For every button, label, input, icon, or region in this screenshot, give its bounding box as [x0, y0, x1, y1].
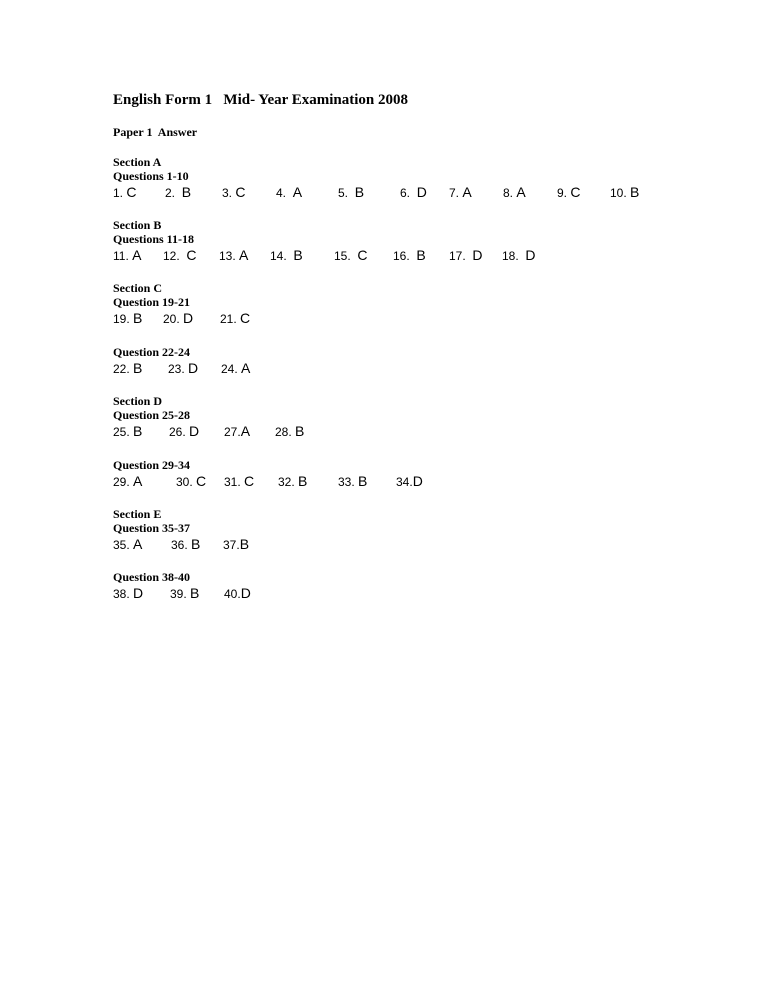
answer-letter: B: [133, 310, 143, 326]
answer-group: [113, 218, 733, 265]
answer-letter: D: [183, 310, 194, 326]
answer-group: [113, 345, 733, 378]
answer-item: [163, 247, 196, 265]
answer-letter: C: [196, 473, 207, 489]
answer-item: [113, 360, 142, 378]
answer-item: [502, 247, 535, 265]
section-heading: Questions 11-18: [113, 232, 195, 246]
answer-letter: C: [240, 310, 251, 326]
answer-item: [557, 184, 580, 202]
answer-group: [113, 281, 733, 328]
section-heading: Question 25-28: [113, 408, 191, 422]
question-number: 36.: [171, 538, 192, 552]
answer-group: [113, 394, 733, 441]
answer-letter: D: [525, 247, 536, 263]
answer-row: [113, 360, 733, 378]
question-number: 3.: [222, 186, 236, 200]
question-number: 26.: [169, 425, 190, 439]
answer-group: [113, 155, 733, 202]
question-number: 18.: [502, 249, 526, 263]
answer-letter: B: [630, 184, 640, 200]
answer-letter: A: [292, 184, 303, 200]
section-heading: Question 19-21: [113, 295, 191, 309]
question-number: 24.: [221, 362, 242, 376]
section-heading: Section A: [113, 155, 162, 169]
answer-letter: D: [472, 247, 483, 263]
answer-row: [113, 310, 733, 328]
question-number: 33.: [338, 475, 359, 489]
answer-item: [223, 536, 249, 554]
answer-item: [220, 310, 250, 328]
answer-letter: A: [516, 184, 526, 200]
answer-item: [113, 585, 143, 603]
question-number: 4.: [276, 186, 293, 200]
question-number: 2.: [165, 186, 182, 200]
answer-item: [400, 184, 427, 202]
question-number: 30.: [176, 475, 197, 489]
answer-letter: C: [570, 184, 581, 200]
answer-item: [165, 184, 191, 202]
section-heading: Question 22-24: [113, 345, 191, 359]
answer-letter: A: [133, 473, 143, 489]
answer-letter: A: [239, 247, 249, 263]
answer-item: [168, 360, 198, 378]
answer-item: [449, 184, 472, 202]
answer-item: [170, 585, 199, 603]
answer-item: [113, 473, 142, 491]
answer-letter: C: [126, 184, 137, 200]
answer-letter: D: [412, 473, 423, 489]
answer-letter: B: [133, 423, 143, 439]
question-number: 25.: [113, 425, 134, 439]
answer-item: [334, 247, 367, 265]
answer-item: [338, 184, 364, 202]
answer-item: [610, 184, 639, 202]
section-heading: Section D: [113, 394, 162, 408]
question-number: 10.: [610, 186, 631, 200]
question-number: 29.: [113, 475, 134, 489]
answer-letter: D: [240, 585, 251, 601]
answer-item: [224, 585, 251, 603]
answer-item: [169, 423, 199, 441]
question-number: 12.: [163, 249, 187, 263]
question-number: 28.: [275, 425, 296, 439]
answer-row: [113, 423, 733, 441]
answer-item: [278, 473, 307, 491]
answer-letter: A: [241, 360, 251, 376]
answer-item: [113, 247, 141, 265]
answer-letter: B: [239, 536, 250, 552]
section-heading: Question 29-34: [113, 458, 191, 472]
question-number: 35.: [113, 538, 134, 552]
question-number: 14.: [270, 249, 294, 263]
question-number: 34.: [396, 475, 413, 489]
answer-letter: B: [133, 360, 143, 376]
question-number: 20.: [163, 312, 184, 326]
answer-row: [113, 184, 733, 202]
answer-letter: D: [133, 585, 144, 601]
answer-item: [221, 360, 250, 378]
question-number: 5.: [338, 186, 355, 200]
question-number: 13.: [219, 249, 240, 263]
answer-letter: B: [190, 585, 200, 601]
answer-item: [222, 184, 245, 202]
answer-letter: B: [295, 423, 305, 439]
section-heading: Question 38-40: [113, 570, 191, 584]
answer-sheet: [113, 90, 733, 601]
answer-letter: C: [235, 184, 246, 200]
answer-item: [163, 310, 193, 328]
answer-letter: C: [357, 247, 368, 263]
answer-item: [275, 423, 304, 441]
question-number: 15.: [334, 249, 358, 263]
answer-letter: B: [298, 473, 308, 489]
question-number: 37.: [223, 538, 240, 552]
answer-item: [338, 473, 367, 491]
question-number: 7.: [449, 186, 463, 200]
question-number: 32.: [278, 475, 299, 489]
answer-letter: B: [354, 184, 365, 200]
answer-item: [171, 536, 200, 554]
question-number: 11.: [113, 249, 133, 263]
answer-item: [396, 473, 423, 491]
answer-item: [224, 423, 250, 441]
answer-letter: D: [189, 423, 200, 439]
section-heading: Section C: [113, 281, 162, 295]
answer-letter: D: [416, 184, 427, 200]
question-number: 8.: [503, 186, 517, 200]
answer-letter: B: [416, 247, 426, 263]
answer-item: [393, 247, 426, 265]
question-number: 23.: [168, 362, 189, 376]
question-number: 31.: [224, 475, 245, 489]
answer-letter: B: [358, 473, 368, 489]
answer-letter: B: [293, 247, 303, 263]
question-number: 9.: [557, 186, 571, 200]
question-number: 19.: [113, 312, 134, 326]
answer-letter: A: [133, 536, 143, 552]
section-heading: Section B: [113, 218, 162, 232]
answer-item: [176, 473, 206, 491]
question-number: 6.: [400, 186, 417, 200]
question-number: 40.: [224, 587, 241, 601]
paper-subtitle: Paper 1 Answer: [113, 125, 198, 139]
answer-letter: A: [462, 184, 472, 200]
answer-item: [219, 247, 248, 265]
answer-item: [449, 247, 482, 265]
question-number: 16.: [393, 249, 417, 263]
answer-item: [113, 310, 142, 328]
answer-row: [113, 585, 733, 603]
document-title: English Form 1 Mid- Year Examination 2008: [113, 92, 409, 108]
answer-item: [113, 423, 142, 441]
answer-item: [224, 473, 254, 491]
answer-group: [113, 458, 733, 491]
answer-letter: C: [244, 473, 255, 489]
answer-letter: A: [132, 247, 142, 263]
answer-item: [503, 184, 526, 202]
answer-row: [113, 247, 733, 265]
answer-letter: C: [186, 247, 197, 263]
answer-item: [113, 184, 136, 202]
question-number: 1.: [113, 186, 127, 200]
question-number: 38.: [113, 587, 134, 601]
answer-item: [270, 247, 303, 265]
answer-letter: A: [240, 423, 251, 439]
answer-group: [113, 507, 733, 554]
section-heading: Questions 1-10: [113, 169, 189, 183]
answer-letter: B: [191, 536, 201, 552]
answer-letter: B: [181, 184, 192, 200]
question-number: 21.: [220, 312, 241, 326]
section-heading: Section E: [113, 507, 162, 521]
answer-group: [113, 570, 733, 603]
question-number: 27.: [224, 425, 241, 439]
question-number: 17.: [449, 249, 473, 263]
answer-letter: D: [188, 360, 199, 376]
question-number: 39.: [170, 587, 191, 601]
answer-row: [113, 536, 733, 554]
section-heading: Question 35-37: [113, 521, 191, 535]
answer-item: [276, 184, 302, 202]
question-number: 22.: [113, 362, 134, 376]
answer-item: [113, 536, 142, 554]
answer-row: [113, 473, 733, 491]
